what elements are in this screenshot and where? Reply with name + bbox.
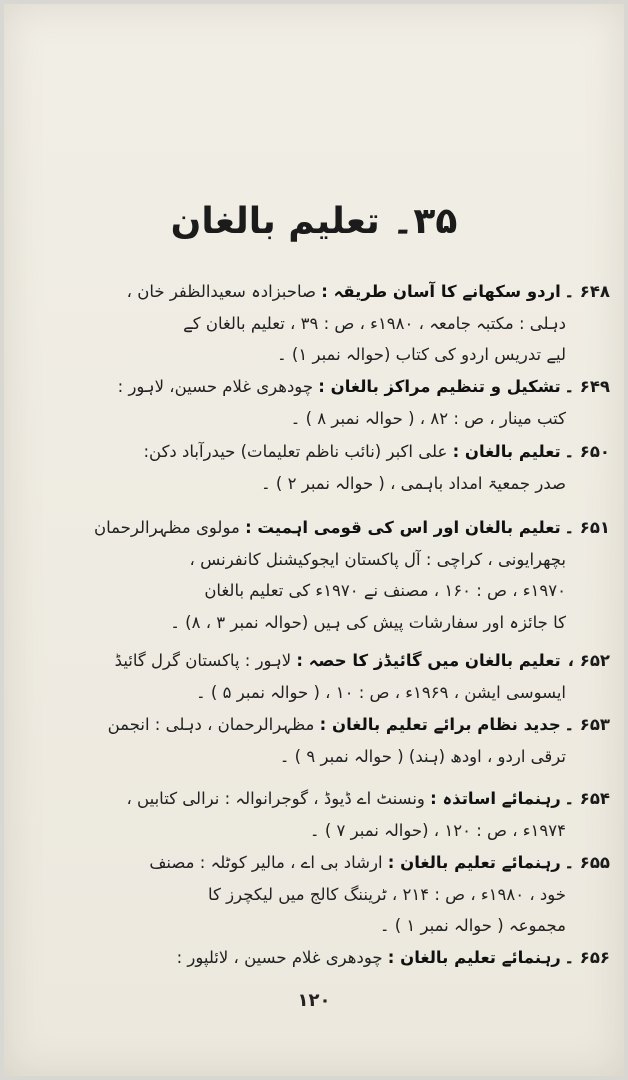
entry-text: بچھرایونی ، کراچی : آل پاکستان ایجوکیشنل کانفرنس ، [189,549,566,569]
entry-title: تعلیم بالغان : [452,442,561,461]
book-page [4,4,624,1076]
entry-text: صدر جمعیۃ امداد باہمی ، ( حوالہ نمبر ۲ ) ۔ [260,473,566,493]
entry-title: تعلیم بالغان میں گائیڈز کا حصہ : [296,651,561,670]
entry-text: ایسوسی ایشن ، ۱۹۶۹ء ، ص : ۱۰ ، ( حوالہ نمبر ۵ ) ۔ [196,682,566,702]
entry-text: ۱۹۷۴ء ، ص : ۱۲۰ ، (حوالہ نمبر ۷ ) ۔ [309,820,566,840]
entry-first-line [18,371,610,403]
entry-first-line [18,512,610,544]
entry-text: دہلی : مکتبہ جامعہ ، ۱۹۸۰ء ، ص : ۳۹ ، تعلیم بالغان کے [183,313,566,333]
entry-line [18,544,610,576]
bibliography-entry-653 [18,709,610,772]
entry-number: ۶۵۳ ۔ [564,715,610,734]
bibliography-entry-656 [18,942,610,974]
bibliography-entry-655 [18,847,610,942]
entry-title: رہنمائے تعلیم بالغان : [387,853,561,872]
entry-number: ۶۵۶ ۔ [564,948,610,967]
entry-text: صاحبزادہ سعیدالظفر خان ، [126,282,317,301]
entry-text: ارشاد بی اے ، مالیر کوٹلہ : مصنف [149,853,383,872]
entry-number: ۶۵۱ ۔ [564,518,610,537]
entry-text: مظہرالرحمان ، دہلی : انجمن [107,715,315,734]
entry-text: مولوی مظہرالرحمان [93,518,240,537]
entry-first-line [18,942,610,974]
entry-line [18,403,610,435]
entry-text: ۱۹۷۰ء ، ص : ۱۶۰ ، مصنف نے ۱۹۷۰ء کی تعلیم بالغان [204,581,566,600]
entry-line [18,741,610,773]
bibliography-entry-649 [18,371,610,434]
entry-text: ونسنٹ اے ڈیوڈ ، گوجرانوالہ : نرالی کتابیں ، [126,789,425,808]
entry-number: ۶۵۰ ۔ [564,442,610,461]
bibliography-entry-651 [18,512,610,638]
entry-text: لاہور : پاکستان گرل گائیڈ [114,651,292,670]
entry-title: تشکیل و تنظیم مراکز بالغان : [318,377,561,396]
entry-line [18,308,610,340]
bibliography-entry-650 [18,436,610,499]
entry-line [18,815,610,847]
entry-line [18,910,610,942]
entry-line [18,879,610,911]
entry-title: رہنمائے اساتذہ : [430,789,561,808]
bibliography-entry-648 [18,276,610,371]
entry-line [18,607,610,639]
entry-line [18,575,610,607]
entry-text: لیے تدریس اردو کی کتاب (حوالہ نمبر ۱) ۔ [277,345,566,364]
entry-first-line [18,276,610,308]
entry-first-line [18,847,610,879]
entry-line [18,339,610,371]
entry-title: رہنمائے تعلیم بالغان : [387,948,561,967]
entry-first-line [18,783,610,815]
entry-text: علی اکبر (نائب ناظم تعلیمات) حیدرآباد دکن: [143,442,448,461]
entry-line [18,677,610,709]
entry-text: مجموعہ ( حوالہ نمبر ۱ ) ۔ [379,916,566,935]
entry-text: ترقی اردو ، اودھ (ہند) ( حوالہ نمبر ۹ ) ۔ [279,746,566,766]
entry-title: اردو سکھانے کا آسان طریقہ : [321,282,561,301]
entry-title: جدید نظام برائے تعلیم بالغان : [319,715,561,734]
entry-number: ۶۵۵ ۔ [564,853,610,872]
entry-text: خود ، ۱۹۸۰ء ، ص : ۲۱۴ ، ٹریننگ کالج میں لیکچرز کا [208,884,566,904]
entry-first-line [18,709,610,741]
entry-title: تعلیم بالغان اور اس کی قومی اہمیت : [245,518,561,537]
entry-number: ۶۵۴ ۔ [564,789,610,808]
bibliography-entry-652 [18,645,610,708]
entry-text: چودھری غلام حسین، لاہور : [117,377,314,396]
entry-text: کا جائزہ اور سفارشات پیش کی ہیں (حوالہ نمبر ۳ ، ۸) ۔ [170,612,566,632]
entry-number: ۶۴۹ ۔ [564,377,610,396]
entry-number: ۶۵۲ ، [567,651,610,670]
entry-first-line [18,645,610,677]
bibliography-entry-654 [18,783,610,846]
entry-line [18,468,610,500]
entry-number: ۶۴۸ ۔ [564,282,610,301]
section-heading: ۳۵۔ تعلیم بالغان [170,201,458,242]
entry-text: چودھری غلام حسین ، لائلپور : [176,948,383,967]
page-number: ۱۲۰ [297,990,331,1011]
entry-text: کتب مینار ، ص : ۸۲ ، ( حوالہ نمبر ۸ ) ۔ [290,408,566,428]
entry-first-line [18,436,610,468]
